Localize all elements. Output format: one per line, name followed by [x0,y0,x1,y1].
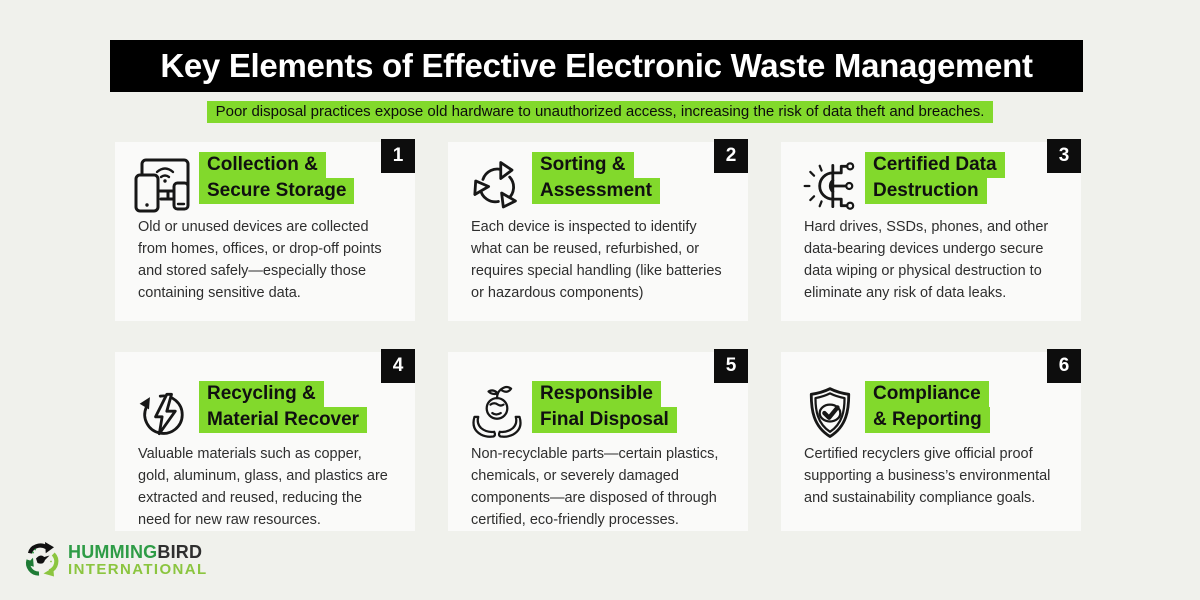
card-title [532,152,660,204]
card-compliance-reporting [781,352,1081,531]
energy-recycle-icon [132,384,196,444]
card-title-line1: Compliance [865,381,989,407]
card-body: Non-recyclable parts—certain plastics, chemicals, or severely damaged components—are disposed of through certified, eco-friendly processes. [471,446,719,529]
card-body: Each device is inspected to identify what can be reused, refurbished, or requires special handling (like batteries or hazardous components) [471,219,722,302]
card-body: Old or unused devices are collected from homes, offices, or drop-off points and stored safely—especially those containing sensitive data. [138,219,382,302]
subtitle-row [0,101,1200,123]
brand-name-humming: HUMMING [68,541,158,562]
page-title: Key Elements of Effective Electronic Waste Management [110,40,1083,92]
card-title [865,152,1005,204]
card-number-badge: 5 [714,349,748,383]
brand-name-bird: BIRD [157,541,203,562]
brand-name [68,543,208,561]
card-title-line2: & Reporting [865,407,990,433]
hummingbird-recycle-logo-icon [24,539,60,581]
card-title [532,381,677,433]
cards-grid [115,142,1081,531]
hands-earth-icon [465,384,529,444]
brand-footer [24,539,208,581]
card-collection-secure-storage [115,142,415,321]
gear-circuit-icon [798,156,862,216]
shield-check-icon [798,384,862,444]
card-number-badge: 3 [1047,139,1081,173]
card-title-line1: Certified Data [865,152,1005,178]
card-title-line1: Responsible [532,381,661,407]
card-body: Hard drives, SSDs, phones, and other data-bearing devices undergo secure data wiping or physical destruction to eliminate any risk of data leaks. [804,219,1049,302]
card-sorting-assessment [448,142,748,321]
card-title [865,381,990,433]
recycle-arrows-icon [465,156,529,216]
card-responsible-final-disposal [448,352,748,531]
card-certified-data-destruction [781,142,1081,321]
card-body: Valuable materials such as copper, gold, aluminum, glass, and plastics are extracted and reused, reducing the need for new raw resources. [138,446,388,529]
card-title-line2: Material Recover [199,407,367,433]
card-number-badge: 4 [381,349,415,383]
card-title-line2: Secure Storage [199,178,354,204]
card-title-line2: Destruction [865,178,987,204]
subtitle-highlight: Poor disposal practices expose old hardware to unauthorized access, increasing the risk of data theft and breaches. [207,101,994,123]
card-title [199,381,367,433]
card-title-line1: Collection & [199,152,326,178]
card-number-badge: 6 [1047,349,1081,383]
devices-icon [132,156,196,216]
card-title-line1: Recycling & [199,381,324,407]
card-title-line2: Final Disposal [532,407,677,433]
card-title [199,152,354,204]
brand-text [68,543,208,578]
card-body: Certified recyclers give official proof supporting a business’s environmental and sustainability compliance goals. [804,446,1051,507]
card-title-line1: Sorting & [532,152,634,178]
card-title-line2: Assessment [532,178,660,204]
card-recycling-material-recover [115,352,415,531]
card-number-badge: 1 [381,139,415,173]
brand-subname: INTERNATIONAL [68,560,208,578]
card-number-badge: 2 [714,139,748,173]
